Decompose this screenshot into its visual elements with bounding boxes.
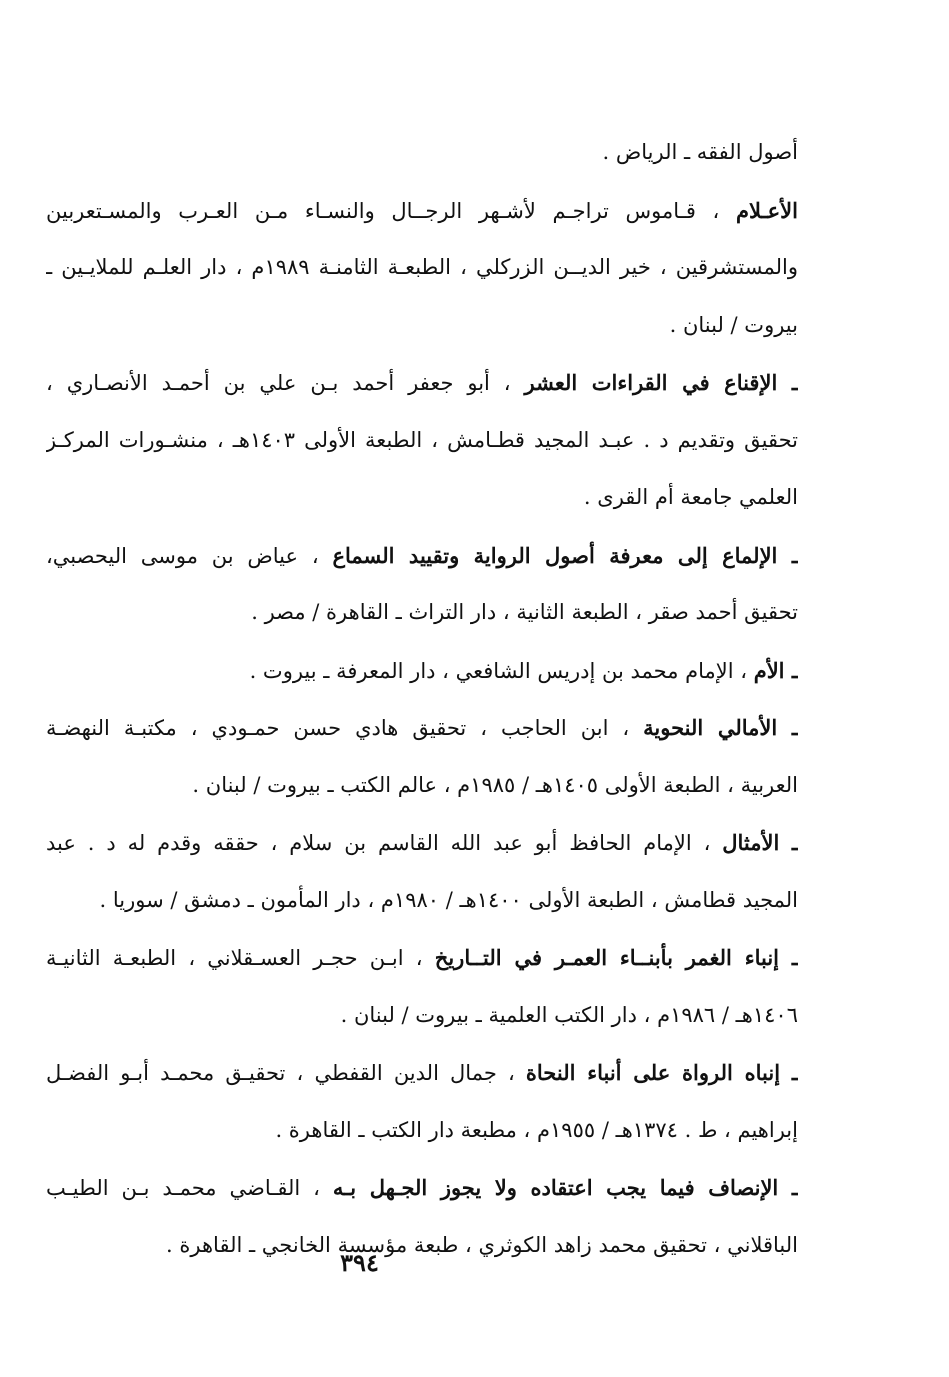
text-line xyxy=(46,297,798,355)
entry-dash: ـ xyxy=(780,1060,798,1085)
text-line xyxy=(46,987,798,1045)
bibliography-entry xyxy=(46,1159,798,1217)
entry-title: الأم xyxy=(753,657,785,683)
bibliography-entry xyxy=(46,929,798,987)
text-line xyxy=(46,412,798,470)
entry-title: إنباء الغمر بأبنــاء العمـر في التــاريخ xyxy=(434,945,779,970)
bibliography-text xyxy=(46,124,798,1274)
line-text: إبراهيم ، ط . ١٣٧٤هـ / ١٩٥٥م ، مطبعة دار الكتب ـ القاهرة . xyxy=(275,1117,798,1142)
line-text: تحقيق وتقديم د . عبـد المجيد قطـامش ، الطبعة الأولى ١٤٠٣هـ ، منشـورات المركـز xyxy=(46,427,798,452)
text-line xyxy=(46,872,798,930)
entry-dash: ـ xyxy=(777,370,798,395)
entry-details: ، ابـن حجـر العسـقلاني ، الطبعـة الثانيـة xyxy=(46,946,435,970)
entry-title: الإنصاف فيما يجب اعتقاده ولا يجوز الجـهل بـه xyxy=(332,1175,779,1200)
text-line xyxy=(46,469,798,527)
entry-details: ، جمال الدين القفطي ، تحقيـق محمـد أبـو الفضـل xyxy=(46,1061,526,1085)
entry-dash: ـ xyxy=(777,542,798,568)
line-text: الباقلاني ، تحقيق محمد زاهد الكوثري ، طبعة مؤسسة الخانجي ـ القاهرة . xyxy=(166,1232,798,1257)
line-text: ١٤٠٦هـ / ١٩٨٦م ، دار الكتب العلمية ـ بيروت / لبنان . xyxy=(340,1002,798,1027)
text-line xyxy=(46,239,798,297)
entry-dash: ـ xyxy=(779,945,798,970)
entry-dash: ـ xyxy=(784,657,798,683)
text-line xyxy=(46,584,798,642)
page-number: ٣٩٤ xyxy=(340,1248,379,1277)
bibliography-entry xyxy=(46,1044,798,1102)
entry-title: الأمالي النحوية xyxy=(643,715,778,740)
entry-dash: ـ xyxy=(777,715,798,740)
line-text: بيروت / لبنان . xyxy=(669,312,798,337)
bibliography-entry xyxy=(46,354,798,412)
entry-details: ، عياض بن موسى اليحصبي، xyxy=(46,543,333,568)
entry-title: الإقناع في القراءات العشر xyxy=(524,370,778,395)
line-text: العلمي جامعة أم القرى . xyxy=(583,485,798,509)
entry-title: إنباه الرواة على أنباء النحاة xyxy=(525,1060,781,1085)
entry-title: الأعـلام xyxy=(735,197,798,223)
entry-details: ، الإمام محمد بن إدريس الشافعي ، دار المعرفة ـ بيروت . xyxy=(249,658,754,683)
entry-dash: ـ xyxy=(779,830,798,855)
bibliography-entry xyxy=(46,814,798,872)
line-text: تحقيق أحمد صقر ، الطبعة الثانية ، دار التراث ـ القاهرة / مصر . xyxy=(251,600,798,624)
line-text: المجيد قطامش ، الطبعة الأولى ١٤٠٠هـ / ١٩٨٠م ، دار المأمون ـ دمشق / سوريا . xyxy=(99,887,798,912)
bibliography-entry xyxy=(46,642,798,700)
entry-title: الأمثال xyxy=(722,830,780,855)
entry-details: ، ابن الحاجب ، تحقيق هادي حسن حمـودي ، مكتبـة النهضـة xyxy=(46,716,644,740)
entry-dash: ـ xyxy=(778,1175,798,1200)
text-line xyxy=(46,124,798,182)
entry-details: ، أبو جعفر أحمد بـن علي بن أحمـد الأنصـاري ، xyxy=(46,371,525,395)
entry-title: الإلماع إلى معرفة أصول الرواية وتقييد السماع xyxy=(332,542,778,568)
line-text: العربية ، الطبعة الأولى ١٤٠٥هـ / ١٩٨٥م ، عالم الكتب ـ بيروت / لبنان . xyxy=(192,772,798,797)
bibliography-entry xyxy=(46,182,798,240)
line-text: والمستشرقين ، خير الديــن الزركلي ، الطبعـة الثامنـة ١٩٨٩م ، دار العلـم للملايـين ـ xyxy=(46,255,798,279)
text-line xyxy=(46,1102,798,1160)
entry-details: ، الإمام الحافظ أبو عبد الله القاسم بن سلام ، حققه وقدم له د . عبد xyxy=(46,831,723,855)
bibliography-entry xyxy=(46,699,798,757)
bibliography-entry xyxy=(46,527,798,585)
entry-details: ، قـاموس تراجـم لأشـهر الرجــال والنسـاء مـن العـرب والمسـتعربين xyxy=(46,198,736,223)
text-line xyxy=(46,757,798,815)
line-text: أصول الفقه ـ الرياض . xyxy=(602,140,798,164)
entry-details: ، القـاضي محمـد بـن الطيـب xyxy=(46,1176,333,1200)
